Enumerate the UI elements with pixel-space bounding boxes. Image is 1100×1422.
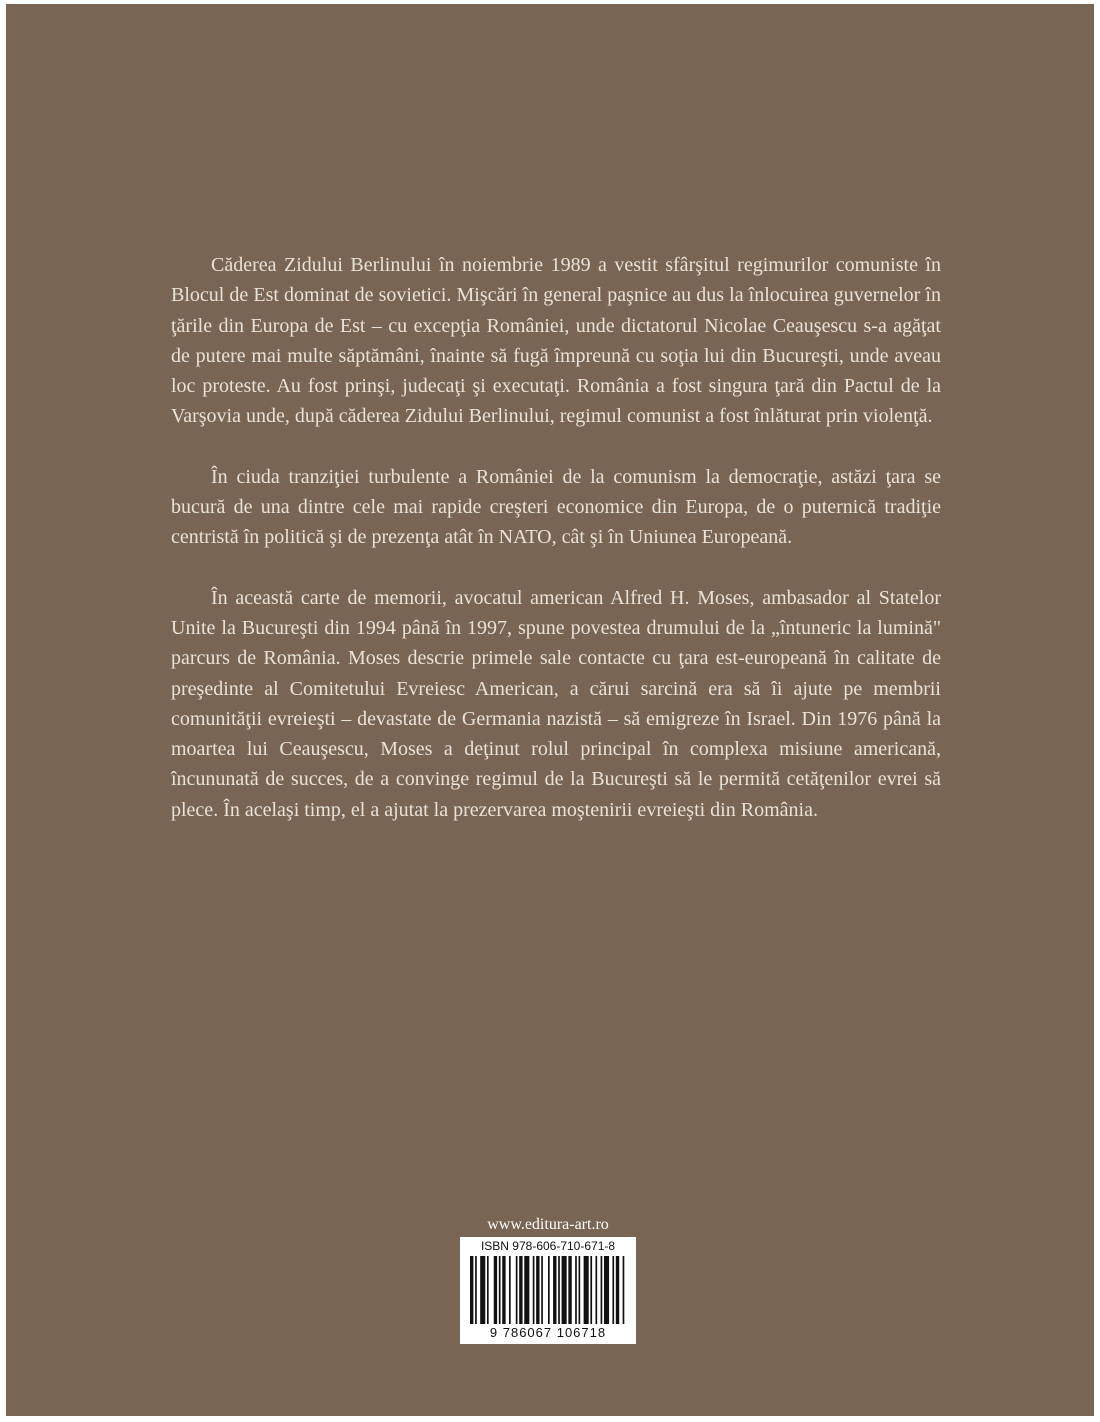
blurb-paragraph-1: Căderea Zidului Berlinului în noiembrie 1989 a vestit sfârşitul regimurilor comuniste în Blocul de Est dominat de sovietici. Mişcări în general paşnice au dus la înlocuirea guvernelor în ţările din Europa de Est – cu excepţia României, unde dictatorul Nicolae Ceauşescu s-a agăţat de putere mai multe săptămâni, înainte să fugă împreună cu soţia lui din Bucureşti, unde aveau loc proteste. Au fost prinşi, judecaţi şi executaţi. România a fost singura ţară din Pactul de la Varşovia unde, după căderea Zidului Berlinului, regimul comunist a fost înlăturat prin violenţă. bbox=[171, 254, 941, 428]
barcode-bar bbox=[616, 1256, 619, 1324]
barcode-bar bbox=[595, 1256, 597, 1324]
barcode-bar bbox=[519, 1256, 522, 1324]
barcode-bar bbox=[575, 1256, 577, 1324]
barcode-bar bbox=[568, 1256, 571, 1324]
barcode-bar bbox=[541, 1256, 543, 1324]
isbn-label: ISBN 978-606-710-671-8 bbox=[480, 1239, 616, 1253]
isbn-box bbox=[460, 1212, 636, 1344]
barcode-bar bbox=[502, 1256, 505, 1324]
barcode-bar bbox=[516, 1256, 518, 1324]
barcode-bar bbox=[553, 1256, 556, 1324]
back-cover bbox=[6, 4, 1094, 1416]
barcode-bar bbox=[558, 1256, 560, 1324]
blurb-paragraph-3: În această carte de memorii, avocatul american Alfred H. Moses, ambasador al Statelor Unite la Bucureşti din 1994 până în 1997, spune povestea drumului de la „întuneric la lumină" parcurs de România. Moses descrie primele sale contacte cu ţara est-europeană în calitate de preşedinte al Comitetului Evreiesc American, a cărui sarcină era să îi ajute pe membrii comunităţii evreieşti – devastate de Germania nazistă – să emigreze în Israel. Din 1976 până la moartea lui Ceauşescu, Moses a deţinut rolul principal în complexa misiune americană, încununată de succes, de a convinge regimul de la Bucureşti să le permită cetăţenilor evrei să plece. În acelaşi timp, el a ajutat la prezervarea moştenirii evreieşti din România. bbox=[171, 586, 941, 821]
barcode-digits: 9 786067 106718 bbox=[489, 1325, 607, 1340]
barcode-bar bbox=[509, 1256, 511, 1324]
barcode-bar bbox=[533, 1256, 535, 1324]
barcode-bar bbox=[494, 1256, 497, 1324]
blurb-text bbox=[171, 250, 941, 855]
barcode-bar bbox=[475, 1256, 477, 1324]
barcode-bar bbox=[590, 1256, 592, 1324]
barcode-bar bbox=[623, 1256, 625, 1324]
barcode-bar bbox=[480, 1256, 485, 1324]
barcode-bar bbox=[499, 1256, 501, 1324]
barcode-bar bbox=[562, 1256, 567, 1324]
barcode-bar bbox=[548, 1256, 550, 1324]
barcode-bar bbox=[579, 1256, 581, 1324]
blurb-paragraph-2: În ciuda tranziţiei turbulente a României de la comunism la democraţie, astăzi ţara se bucură de una dintre cele mai rapide creşteri economice din Europa, de o puternică tradiţie centristă în politică şi de prezenţa atât în NATO, cât şi în Uniunea Europeană. bbox=[171, 465, 941, 549]
barcode-bar bbox=[524, 1256, 529, 1324]
barcode-bar bbox=[612, 1256, 614, 1324]
barcode-bar bbox=[470, 1256, 473, 1324]
barcode-bar bbox=[601, 1256, 603, 1324]
publisher-website: www.editura-art.ro bbox=[460, 1212, 636, 1237]
barcode-bar bbox=[584, 1256, 589, 1324]
barcode-bar bbox=[536, 1256, 539, 1324]
barcode-icon bbox=[470, 1256, 626, 1324]
barcode-bar bbox=[604, 1256, 609, 1324]
barcode-bar bbox=[487, 1256, 489, 1324]
